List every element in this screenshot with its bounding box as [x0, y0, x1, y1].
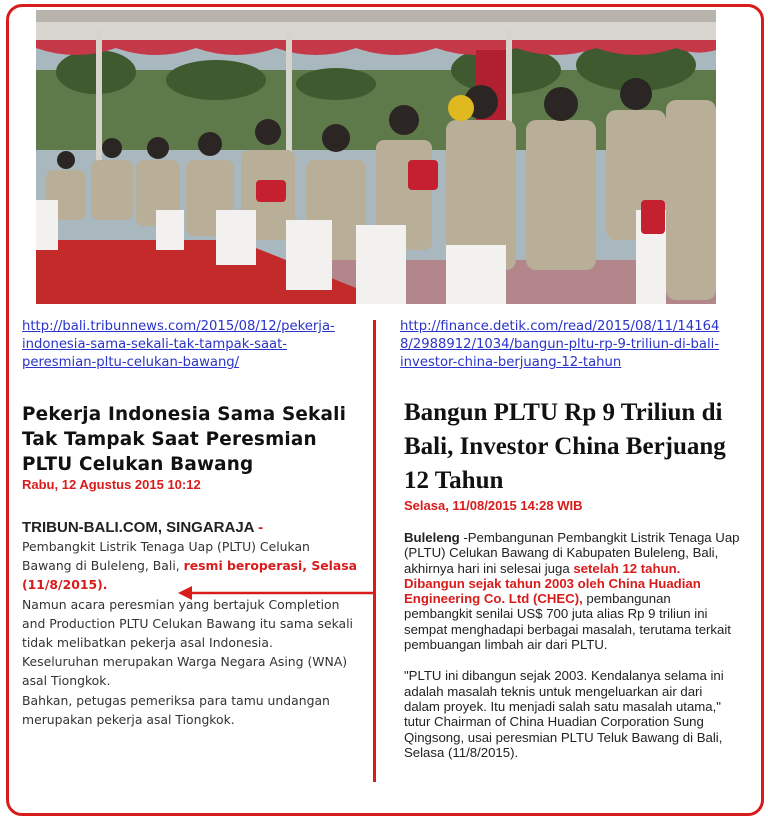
left-paragraph-1 [22, 537, 358, 595]
right-paragraph-2: "PLTU ini dibangun sejak 2003. Kendalanya selama ini adalah masalah teknis untuk mengeluarkan air dari dalam proyek. Itu menjadi salah satu masalah utama," tutur Chairman of China Huadian Corporation Sung Qingsong, usai peresmian PLTU Teluk Bawang di Bali, Selasa (11/8/2015). [404, 668, 724, 760]
news-photo [36, 10, 716, 304]
left-p1-highlight: resmi beroperasi, Selasa (11/8/2015). [22, 558, 357, 593]
left-paragraph-3: Keseluruhan merupakan Warga Negara Asing (WNA) asal Tiongkok. [22, 654, 348, 689]
left-dateline [22, 519, 358, 537]
left-dateline-text: TRIBUN-BALI.COM, SINGARAJA [22, 519, 254, 536]
right-date: Selasa, 11/08/2015 14:28 WIB [404, 498, 583, 513]
left-source-link[interactable] [22, 318, 358, 372]
left-date: Rabu, 12 Agustus 2015 10:12 [22, 477, 201, 492]
right-link-line: 8/2988912/1034/bangun-pltu-rp-9-triliun-di-bali- [400, 337, 720, 352]
right-link-line: http://finance.detik.com/read/2015/08/11/14164 [400, 319, 720, 334]
left-link-line: http://bali.tribunnews.com/2015/08/12/pekerja- [22, 319, 335, 334]
left-link-line: peresmian-pltu-celukan-bawang/ [22, 355, 240, 370]
right-p1-lead: Buleleng [404, 530, 460, 545]
right-source-link[interactable] [400, 318, 740, 372]
left-dateline-dash: - [253, 519, 264, 536]
photo-illustration [36, 10, 716, 304]
left-body [22, 537, 358, 729]
left-paragraph-4: Bahkan, petugas pemeriksa para tamu undangan merupakan pekerja asal Tiongkok. [22, 692, 330, 727]
right-link-line: investor-china-berjuang-12-tahun [400, 355, 622, 370]
column-divider [373, 320, 376, 782]
right-p1-highlight: setelah 12 tahun. Dibangun sejak tahun 2003 oleh China Huadian Engineering Co. Ltd (CHEC), [404, 560, 701, 607]
right-headline: Bangun PLTU Rp 9 Triliun di Bali, Investor China Berjuang 12 Tahun [404, 399, 726, 494]
right-paragraph-1 [404, 530, 740, 652]
left-link-line: indonesia-sama-sekali-tak-tampak-saat- [22, 337, 288, 352]
left-article [22, 318, 358, 729]
left-p1-text: Pembangkit Listrik Tenaga Uap (PLTU) Celukan Bawang di Buleleng, Bali, [22, 539, 310, 574]
left-headline: Pekerja Indonesia Sama Sekali Tak Tampak Saat Peresmian PLTU Celukan Bawang [22, 404, 347, 475]
right-p1-text: -Pembangunan Pembangkit Listrik Tenaga Uap (PLTU) Celukan Bawang di Kabupaten Buleleng, Bali, akhirnya hari ini selesai juga [404, 530, 740, 576]
left-paragraph-2: Namun acara peresmian yang bertajuk Completion and Production PLTU Celukan Bawang itu sama sekali tidak melibatkan pekerja asal Indonesia. [22, 596, 353, 651]
right-p1-text-end: pembangunan pembangkit senilai US$ 700 juta alias Rp 9 triliun ini sempat menghadapi berbagai masalah, terutama terkait pembuangan limbah air dari PLTU. [404, 591, 731, 653]
right-article [400, 318, 740, 760]
